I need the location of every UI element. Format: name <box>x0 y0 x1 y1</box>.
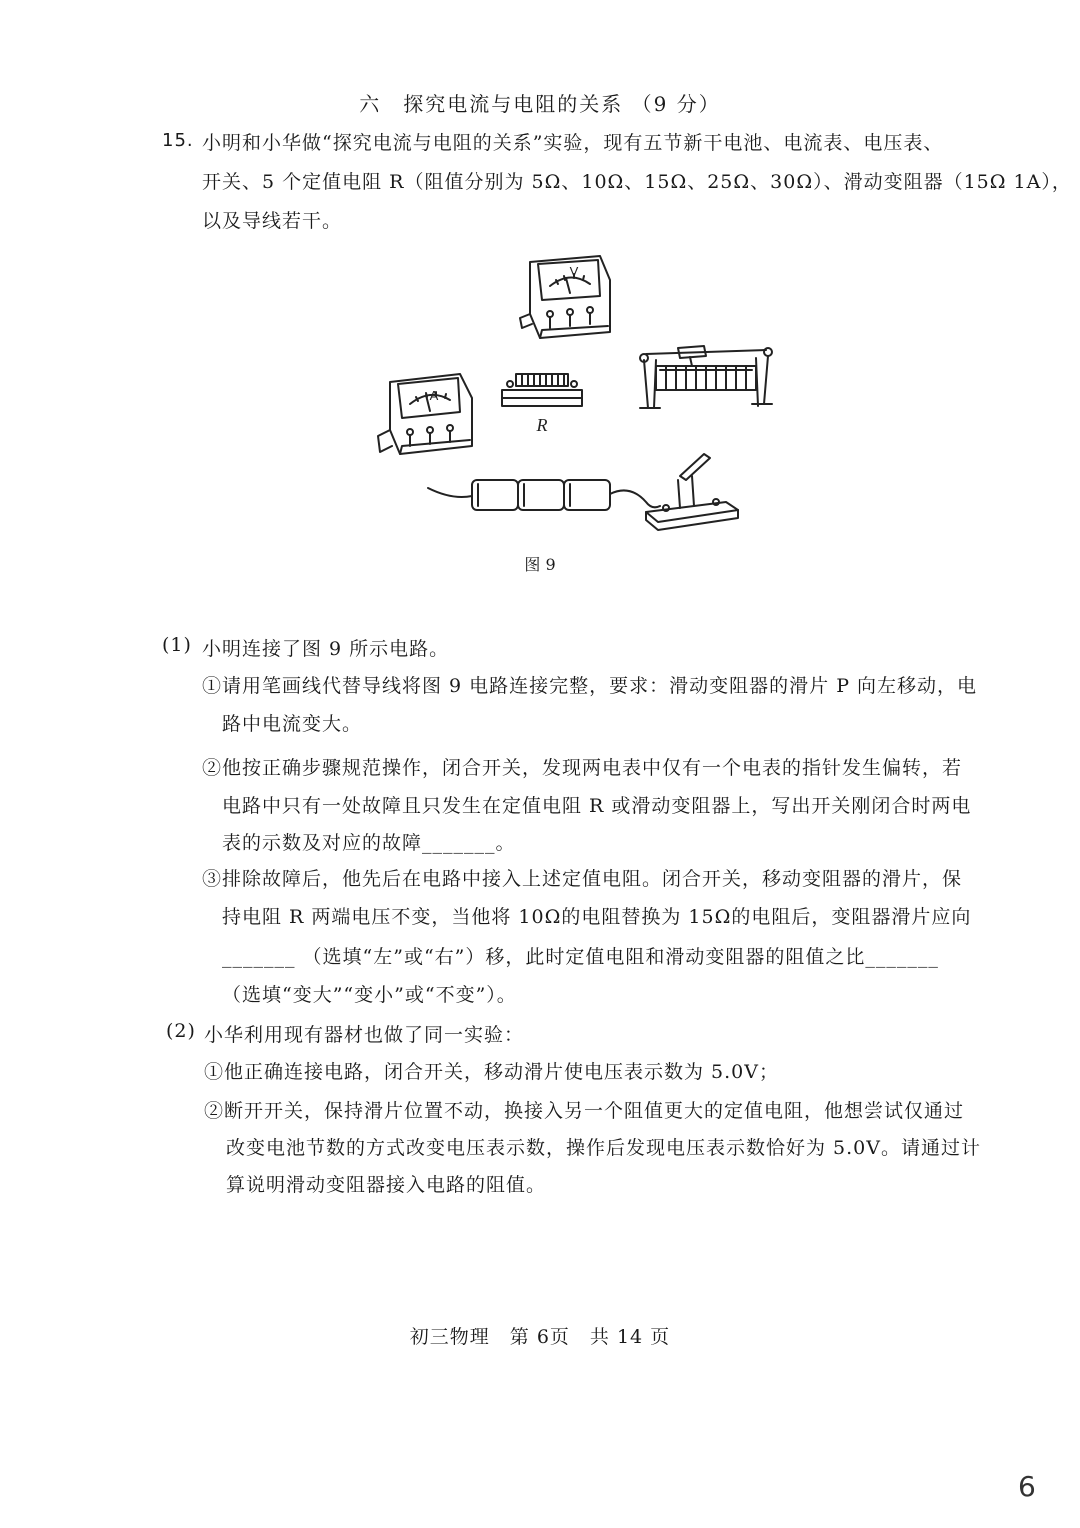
page-number: 6 <box>1018 1470 1036 1503</box>
rheostat-drawing <box>640 346 772 408</box>
part1-line-2: 路中电流变大。 <box>222 713 363 735</box>
part1-intro: 小明连接了图 9 所示电路。 <box>202 638 450 660</box>
part1-line-5: 表的示数及对应的故障_______。 <box>222 832 516 854</box>
voltmeter-symbol: V <box>569 264 579 279</box>
part2-line-3: 改变电池节数的方式改变电压表示数，操作后发现电压表示数恰好为 5.0V。请通过计 <box>226 1137 981 1159</box>
switch-drawing <box>646 454 738 530</box>
part2-label: (2) <box>166 1020 196 1042</box>
part1-line-7: 持电阻 R 两端电压不变，当他将 10Ω的电阻替换为 15Ω的电阻后，变阻器滑片应向 <box>222 906 972 928</box>
part1-line-4: 电路中只有一处故障且只发生在定值电阻 R 或滑动变阻器上，写出开关刚闭合时两电 <box>222 795 972 817</box>
part1-line-6: ③排除故障后，他先后在电路中接入上述定值电阻。闭合开关，移动变阻器的滑片，保 <box>202 868 963 890</box>
part2-intro: 小华利用现有器材也做了同一实验： <box>204 1024 525 1046</box>
resistor-drawing <box>502 374 582 406</box>
part1-line-9: （选填“变大”“变小”或“不变”）。 <box>222 984 517 1006</box>
part2-line-4: 算说明滑动变阻器接入电路的阻值。 <box>226 1174 547 1196</box>
question-intro-line-2: 开关、5 个定值电阻 R（阻值分别为 5Ω、10Ω、15Ω、25Ω、30Ω）、滑动变阻器（15Ω 1A）， <box>202 171 1072 193</box>
section-title: 六 探究电流与电阻的关系 （9 分） <box>359 92 721 116</box>
page-footer: 初三物理 第 6页 共 14 页 <box>409 1326 671 1348</box>
resistor-label: R <box>536 415 548 435</box>
question-number: 15. <box>162 130 194 151</box>
ammeter-drawing <box>378 374 472 454</box>
question-intro-line-1: 小明和小华做“探究电流与电阻的关系”实验，现有五节新干电池、电流表、电压表、 <box>202 132 944 154</box>
question-intro-line-3: 以及导线若干。 <box>202 210 343 232</box>
part1-line-1: ①请用笔画线代替导线将图 9 电路连接完整，要求：滑动变阻器的滑片 P 向左移动，电 <box>202 675 978 697</box>
part2-line-1: ①他正确连接电路，闭合开关，移动滑片使电压表示数为 5.0V； <box>204 1061 779 1083</box>
part1-line-8: _______ （选填“左”或“右”）移，此时定值电阻和滑动变阻器的阻值之比_______ <box>222 946 939 968</box>
ammeter-symbol: A <box>429 388 439 403</box>
figure-caption: 图 9 <box>524 555 556 574</box>
part1-label: (1) <box>162 634 192 656</box>
voltmeter-drawing <box>520 256 610 338</box>
part2-line-2: ②断开开关，保持滑片位置不动，换接入另一个阻值更大的定值电阻，他想尝试仅通过 <box>204 1100 965 1122</box>
figure-9-apparatus <box>360 240 780 540</box>
battery-pack-drawing <box>428 480 660 510</box>
part1-line-3: ②他按正确步骤规范操作，闭合开关，发现两电表中仅有一个电表的指针发生偏转，若 <box>202 757 963 779</box>
